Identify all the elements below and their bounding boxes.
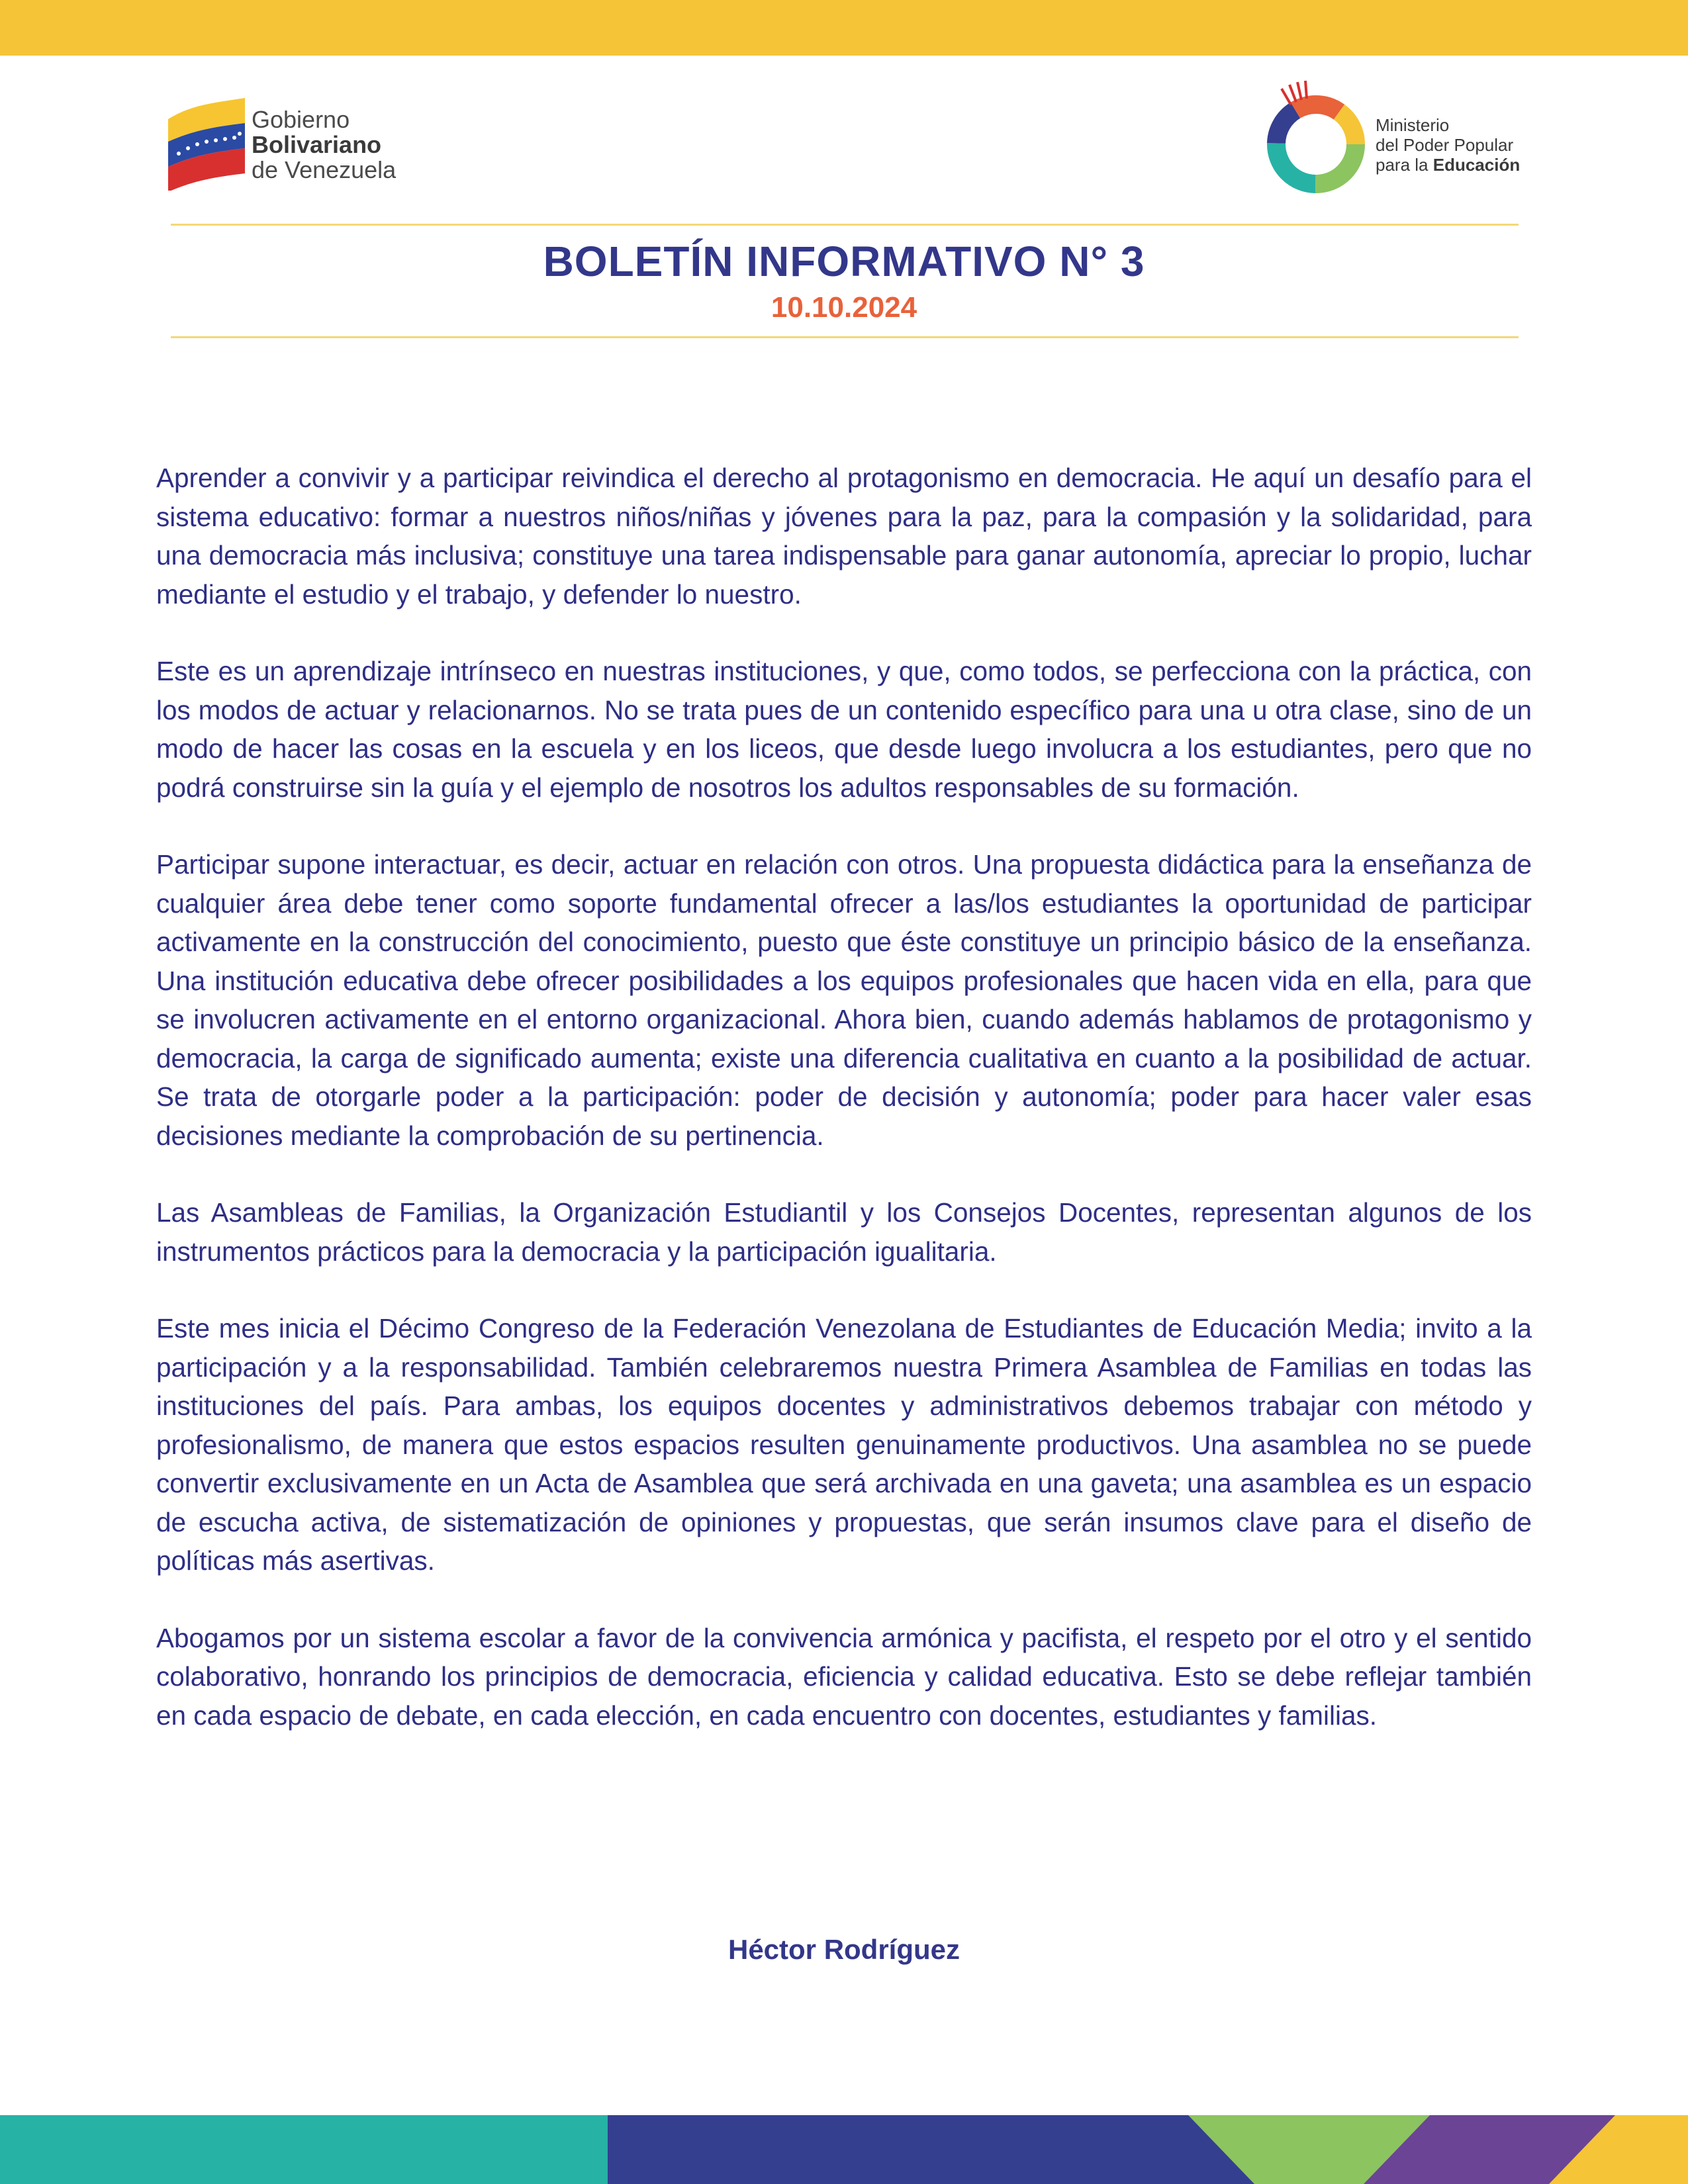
ministry-logo-line2: del Poder Popular	[1376, 135, 1514, 155]
ministerio-educacion-logo	[1256, 78, 1389, 210]
ministry-logo-line3-prefix: para la	[1376, 155, 1433, 175]
gov-logo-line2: Bolivariano	[252, 131, 382, 158]
bulletin-title: BOLETÍN INFORMATIVO N° 3	[543, 238, 1145, 285]
paragraph-5: Este mes inicia el Décimo Congreso de la Federación Venezolana de Estudiantes de Educación Media; invito a la participación y a la responsabilidad. También celebraremos nuestra Primera Asamblea de Familias en todas las instituciones del país. Para ambas, los equipos docentes y administrativos debemos trabajar con método y profesionalismo, de manera que estos espacios resulten genuinamente productivos. Una asamblea no se puede convertir exclusivamente en un Acta de Asamblea que será archivada en una gaveta; una asamblea es un espacio de escucha activa, de sistematización de opiniones y propuestas, que serán insumos clave para el diseño de políticas más asertivas.	[156, 1313, 1532, 1576]
ministerio-logo-text	[1376, 115, 1520, 175]
ministry-logo-line3	[1376, 155, 1520, 175]
gobierno-logo-text	[252, 107, 396, 183]
gov-logo-line3: de Venezuela	[252, 156, 397, 183]
bulletin-body	[156, 459, 1532, 1773]
paragraph-1: Aprender a convivir y a participar reivindica el derecho al protagonismo en democracia. He aquí un desafío para el sistema educativo: formar a nuestros niños/niñas y jóvenes para la paz, para la compasión y la solidaridad, para una democracia más inclusiva; constituye una tarea indispensable para ganar autonomía, apreciar lo propio, luchar mediante el estudio y el trabajo, y defender lo nuestro.	[156, 463, 1532, 610]
title-top-rule	[171, 224, 1519, 226]
venezuela-flag-icon	[168, 98, 245, 191]
title-bottom-rule	[171, 336, 1519, 338]
paragraph-3: Participar supone interactuar, es decir, actuar en relación con otros. Una propuesta didáctica para la enseñanza de cualquier área debe tener como soporte fundamental ofrecer a las/los estudiantes la oportunidad de participar activamente en la construcción del conocimiento, puesto que éste constituye un principio básico de la enseñanza. Una institución educativa debe ofrecer posibilidades a los equipos profesionales que hacen vida en ella, para que se involucren activamente en el entorno organizacional. Ahora bien, cuando además hablamos de protagonismo y democracia, la carga de significado aumenta; existe una diferencia cualitativa en cuanto a la posibilidad de actuar. Se trata de otorgarle poder a la participación: poder de decisión y autonomía; poder para hacer valer esas decisiones mediante la comprobación de su pertinencia.	[156, 849, 1532, 1151]
signature-name: Héctor Rodríguez	[727, 1934, 961, 1965]
ministry-logo-line1: Ministerio	[1376, 115, 1450, 135]
gov-logo-line1: Gobierno	[252, 106, 350, 133]
paragraph-6: Abogamos por un sistema escolar a favor de la convivencia armónica y pacifista, el respeto por el otro y el sentido colaborativo, honrando los principios de democracia, eficiencia y calidad educativa. Esto se debe reflejar también en cada espacio de debate, en cada elección, en cada encuentro con docentes, estudiantes y familias.	[156, 1622, 1532, 1731]
ministry-logo-line3-bold: Educación	[1432, 155, 1521, 175]
footer-color-band	[0, 2115, 1688, 2184]
paragraph-4: Las Asambleas de Familias, la Organización Estudiantil y los Consejos Docentes, representan algunos de los instrumentos prácticos para la democracia y la participación igualitaria.	[156, 1197, 1532, 1267]
bulletin-date: 10.10.2024	[771, 291, 917, 324]
ministry-ring-icon	[1276, 81, 1356, 184]
top-color-bar	[0, 0, 1688, 56]
paragraph-2: Este es un aprendizaje intrínseco en nuestras instituciones, y que, como todos, se perfecciona con la práctica, con los modos de actuar y relacionarnos. No se trata pues de un contenido específico para una u otra clase, sino de un modo de hacer las cosas en la escuela y en los liceos, que desde luego involucra a los estudiantes, pero que no podrá construirse sin la guía y el ejemplo de nosotros los adultos responsables de su formación.	[156, 656, 1532, 803]
